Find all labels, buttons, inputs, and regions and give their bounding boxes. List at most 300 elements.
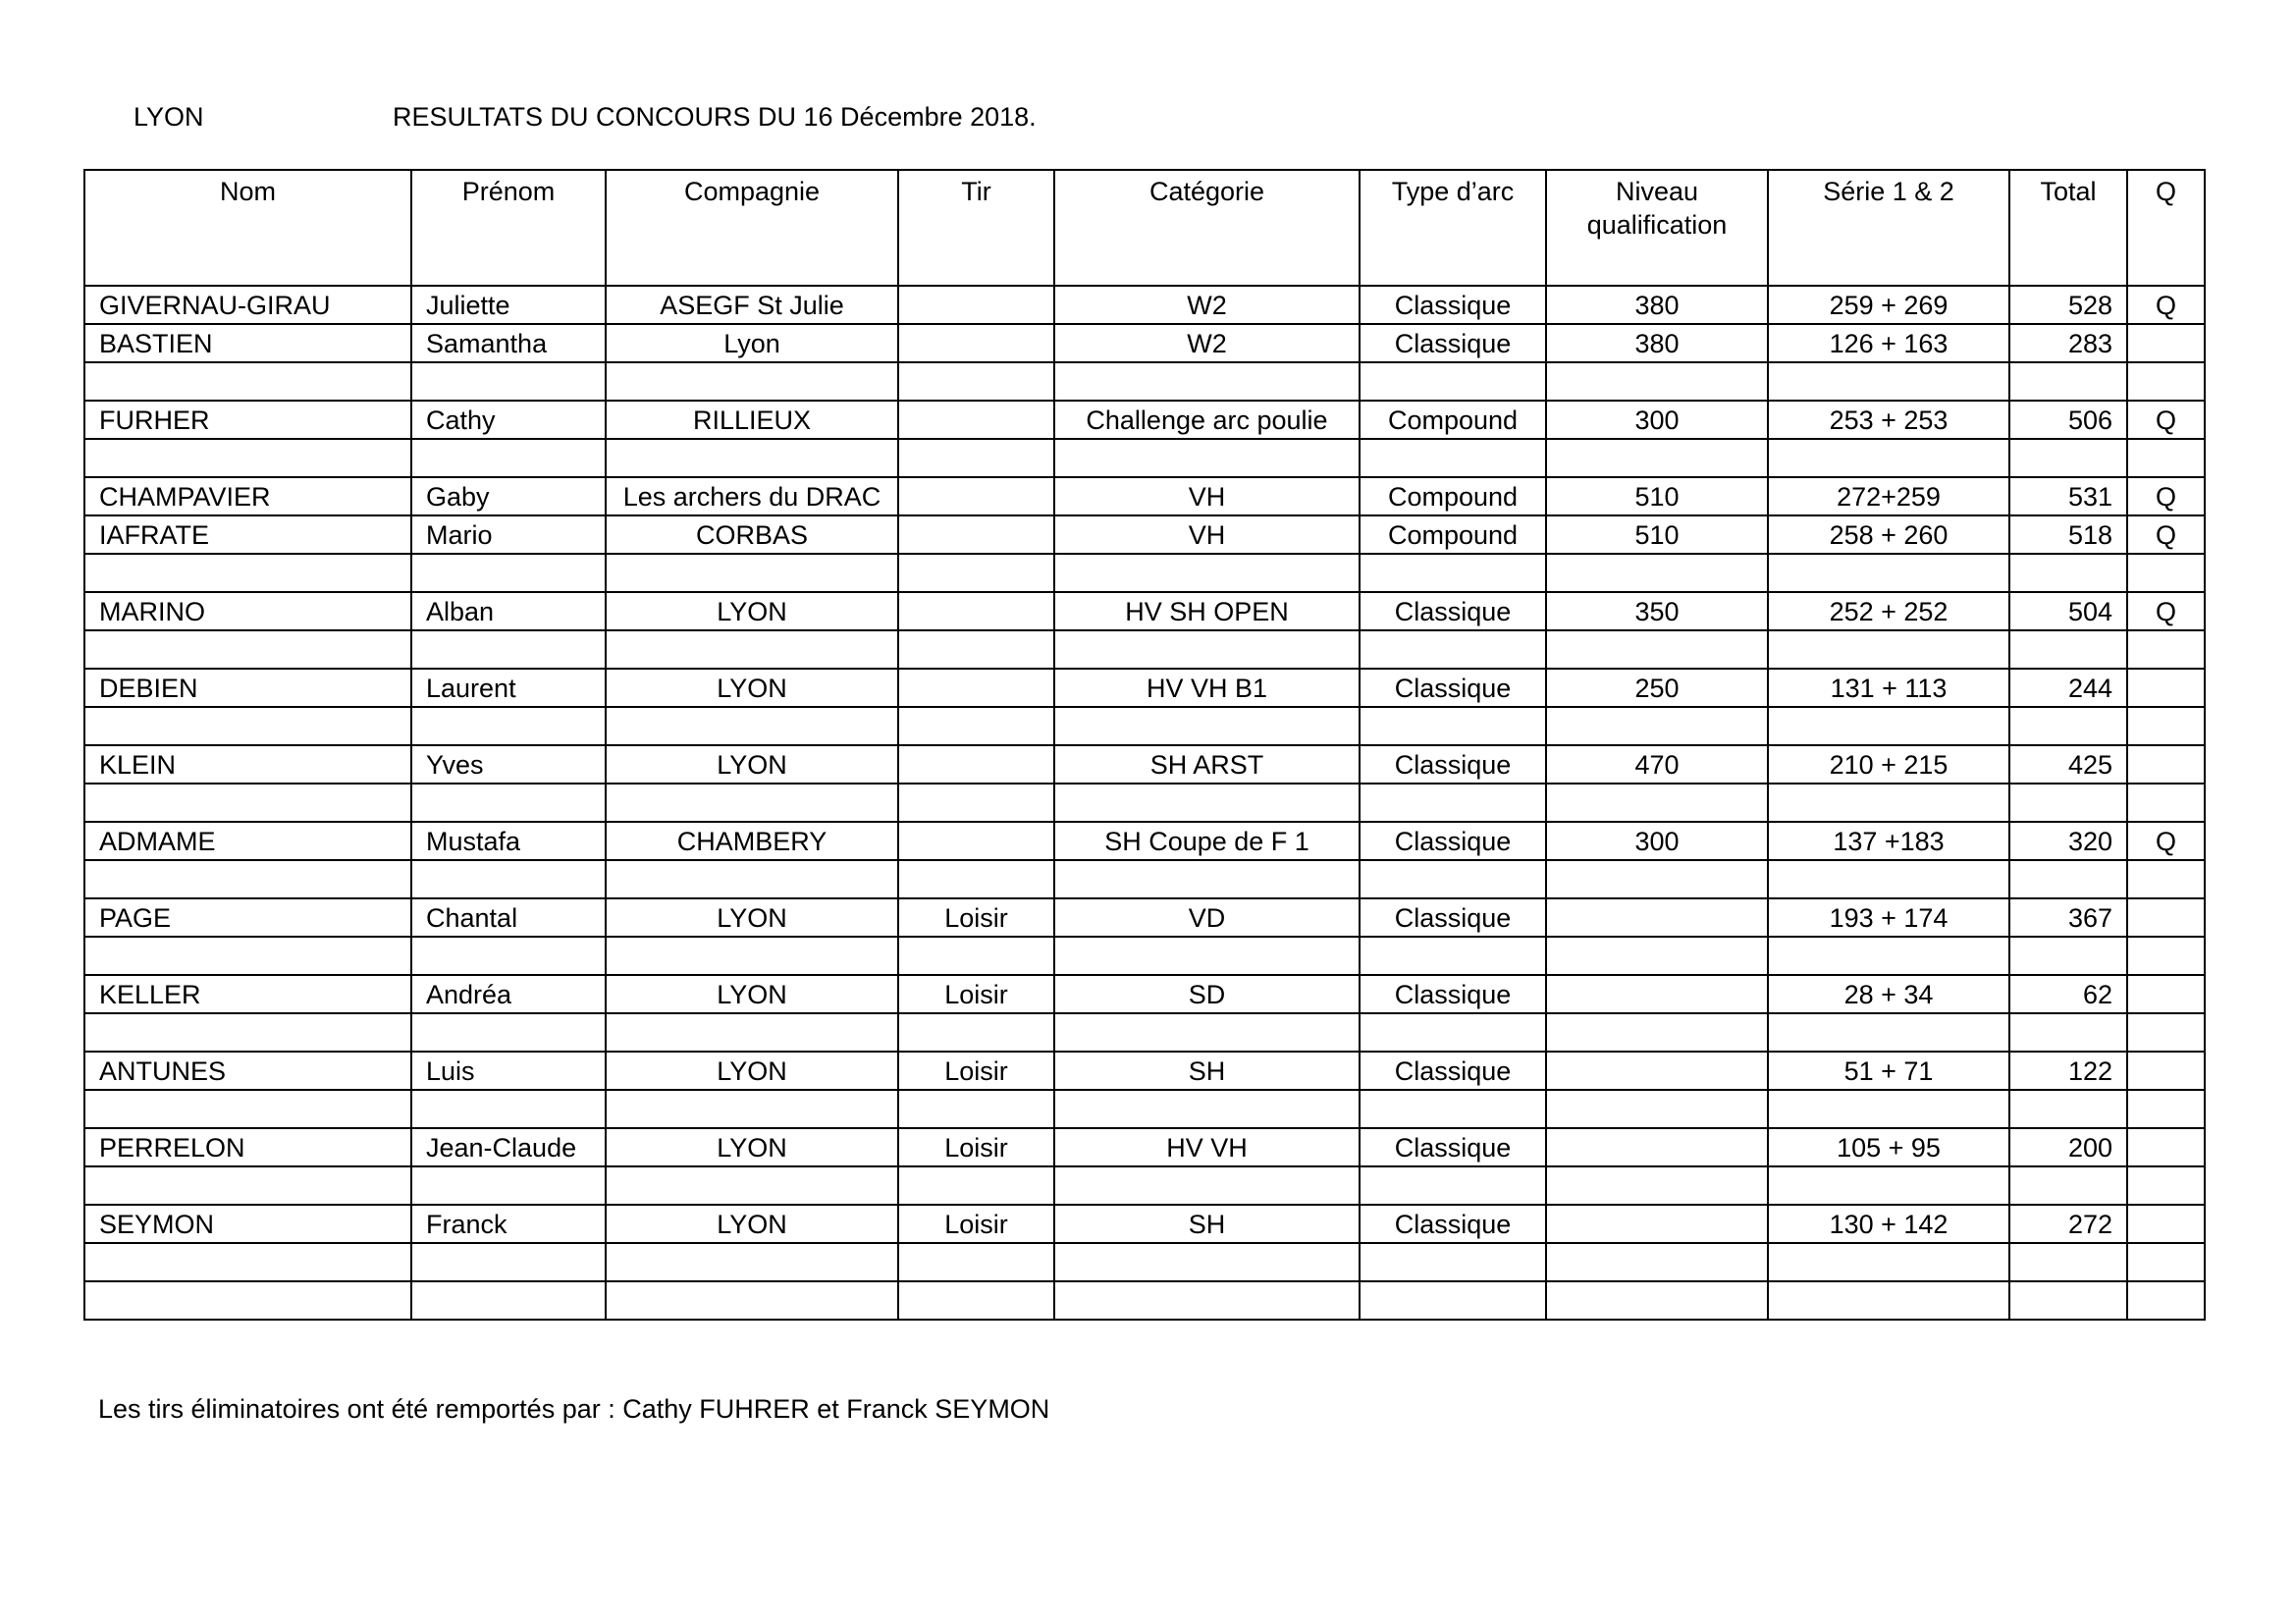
cell-q xyxy=(2127,1090,2205,1128)
cell-categorie: SH Coupe de F 1 xyxy=(1054,822,1360,860)
cell-prenom xyxy=(411,860,606,898)
cell-tir xyxy=(898,515,1054,554)
cell-prenom: Alban xyxy=(411,592,606,630)
cell-serie: 126 + 163 xyxy=(1768,324,2009,362)
cell-compagnie xyxy=(606,707,898,745)
cell-type-arc: Classique xyxy=(1360,822,1546,860)
cell-categorie: VH xyxy=(1054,515,1360,554)
cell-serie: 258 + 260 xyxy=(1768,515,2009,554)
table-row xyxy=(84,860,2205,898)
cell-nom xyxy=(84,860,411,898)
table-row xyxy=(84,1128,2205,1166)
cell-tir xyxy=(898,592,1054,630)
table-row xyxy=(84,439,2205,477)
column-header-total: Total xyxy=(2009,170,2127,286)
cell-niveau: 510 xyxy=(1546,477,1768,515)
table-row xyxy=(84,745,2205,784)
column-header-prenom: Prénom xyxy=(411,170,606,286)
table-row xyxy=(84,937,2205,975)
table-body xyxy=(84,286,2205,1320)
cell-serie xyxy=(1768,707,2009,745)
cell-categorie xyxy=(1054,860,1360,898)
cell-compagnie xyxy=(606,860,898,898)
cell-niveau xyxy=(1546,860,1768,898)
cell-prenom xyxy=(411,1013,606,1052)
table-row xyxy=(84,1052,2205,1090)
cell-niveau: 300 xyxy=(1546,401,1768,439)
cell-nom: IAFRATE xyxy=(84,515,411,554)
cell-compagnie xyxy=(606,937,898,975)
cell-type-arc xyxy=(1360,1166,1546,1205)
cell-type-arc: Classique xyxy=(1360,975,1546,1013)
table-row xyxy=(84,669,2205,707)
cell-type-arc: Classique xyxy=(1360,898,1546,937)
cell-compagnie xyxy=(606,1090,898,1128)
cell-total: 367 xyxy=(2009,898,2127,937)
cell-tir xyxy=(898,669,1054,707)
cell-compagnie xyxy=(606,362,898,401)
cell-compagnie xyxy=(606,630,898,669)
cell-serie: 51 + 71 xyxy=(1768,1052,2009,1090)
cell-compagnie xyxy=(606,1013,898,1052)
cell-categorie xyxy=(1054,784,1360,822)
cell-type-arc xyxy=(1360,1090,1546,1128)
cell-prenom: Jean-Claude xyxy=(411,1128,606,1166)
cell-total: 200 xyxy=(2009,1128,2127,1166)
cell-compagnie: Les archers du DRAC xyxy=(606,477,898,515)
document-title: RESULTATS DU CONCOURS DU 16 Décembre 2018. xyxy=(393,102,1037,132)
cell-type-arc xyxy=(1360,630,1546,669)
cell-categorie xyxy=(1054,1243,1360,1281)
cell-compagnie: Lyon xyxy=(606,324,898,362)
cell-prenom: Luis xyxy=(411,1052,606,1090)
cell-tir xyxy=(898,784,1054,822)
cell-total: 504 xyxy=(2009,592,2127,630)
cell-total: 425 xyxy=(2009,745,2127,784)
cell-type-arc: Classique xyxy=(1360,669,1546,707)
cell-niveau xyxy=(1546,630,1768,669)
cell-compagnie xyxy=(606,784,898,822)
cell-categorie: Challenge arc poulie xyxy=(1054,401,1360,439)
cell-total xyxy=(2009,937,2127,975)
cell-q: Q xyxy=(2127,286,2205,324)
cell-tir xyxy=(898,324,1054,362)
cell-tir: Loisir xyxy=(898,898,1054,937)
cell-tir xyxy=(898,1281,1054,1320)
cell-type-arc xyxy=(1360,554,1546,592)
cell-prenom: Laurent xyxy=(411,669,606,707)
cell-compagnie xyxy=(606,1166,898,1205)
cell-tir: Loisir xyxy=(898,1205,1054,1243)
cell-q: Q xyxy=(2127,592,2205,630)
cell-serie: 130 + 142 xyxy=(1768,1205,2009,1243)
cell-prenom xyxy=(411,707,606,745)
table-row xyxy=(84,822,2205,860)
cell-nom: CHAMPAVIER xyxy=(84,477,411,515)
cell-tir: Loisir xyxy=(898,975,1054,1013)
cell-categorie: VH xyxy=(1054,477,1360,515)
cell-categorie: HV VH xyxy=(1054,1128,1360,1166)
cell-total xyxy=(2009,439,2127,477)
results-table xyxy=(83,169,2206,1321)
cell-categorie xyxy=(1054,554,1360,592)
cell-total: 62 xyxy=(2009,975,2127,1013)
cell-type-arc: Classique xyxy=(1360,592,1546,630)
cell-type-arc: Compound xyxy=(1360,477,1546,515)
table-row xyxy=(84,515,2205,554)
cell-niveau xyxy=(1546,784,1768,822)
cell-niveau: 470 xyxy=(1546,745,1768,784)
cell-nom: ADMAME xyxy=(84,822,411,860)
cell-serie: 253 + 253 xyxy=(1768,401,2009,439)
table-row xyxy=(84,324,2205,362)
cell-tir xyxy=(898,1243,1054,1281)
cell-prenom: Yves xyxy=(411,745,606,784)
table-row xyxy=(84,1205,2205,1243)
cell-categorie xyxy=(1054,707,1360,745)
cell-tir xyxy=(898,1166,1054,1205)
cell-nom xyxy=(84,1090,411,1128)
cell-categorie: W2 xyxy=(1054,324,1360,362)
cell-niveau xyxy=(1546,937,1768,975)
cell-total xyxy=(2009,1013,2127,1052)
cell-categorie: W2 xyxy=(1054,286,1360,324)
cell-nom: MARINO xyxy=(84,592,411,630)
cell-categorie xyxy=(1054,1013,1360,1052)
cell-serie xyxy=(1768,554,2009,592)
table-row xyxy=(84,707,2205,745)
cell-categorie xyxy=(1054,937,1360,975)
cell-q xyxy=(2127,1166,2205,1205)
cell-q xyxy=(2127,362,2205,401)
cell-categorie xyxy=(1054,1090,1360,1128)
cell-compagnie: LYON xyxy=(606,1128,898,1166)
cell-niveau: 250 xyxy=(1546,669,1768,707)
cell-q xyxy=(2127,937,2205,975)
cell-compagnie: LYON xyxy=(606,975,898,1013)
cell-prenom xyxy=(411,784,606,822)
cell-q xyxy=(2127,975,2205,1013)
cell-niveau xyxy=(1546,362,1768,401)
cell-nom: BASTIEN xyxy=(84,324,411,362)
cell-nom: ANTUNES xyxy=(84,1052,411,1090)
cell-prenom: Chantal xyxy=(411,898,606,937)
cell-tir xyxy=(898,1090,1054,1128)
cell-compagnie: LYON xyxy=(606,1052,898,1090)
cell-q xyxy=(2127,1052,2205,1090)
cell-serie: 131 + 113 xyxy=(1768,669,2009,707)
cell-categorie xyxy=(1054,439,1360,477)
column-header-tir: Tir xyxy=(898,170,1054,286)
cell-type-arc: Compound xyxy=(1360,515,1546,554)
cell-tir xyxy=(898,477,1054,515)
cell-categorie xyxy=(1054,630,1360,669)
cell-compagnie: LYON xyxy=(606,745,898,784)
cell-prenom xyxy=(411,362,606,401)
cell-q xyxy=(2127,439,2205,477)
cell-compagnie xyxy=(606,439,898,477)
cell-tir xyxy=(898,707,1054,745)
cell-niveau: 380 xyxy=(1546,324,1768,362)
cell-q xyxy=(2127,1205,2205,1243)
cell-tir xyxy=(898,822,1054,860)
cell-total xyxy=(2009,860,2127,898)
cell-type-arc: Classique xyxy=(1360,1205,1546,1243)
cell-nom: GIVERNAU-GIRAU xyxy=(84,286,411,324)
cell-tir xyxy=(898,1013,1054,1052)
table-row xyxy=(84,1281,2205,1320)
cell-type-arc: Classique xyxy=(1360,1052,1546,1090)
cell-type-arc xyxy=(1360,1013,1546,1052)
cell-tir xyxy=(898,745,1054,784)
table-row xyxy=(84,477,2205,515)
cell-q xyxy=(2127,1281,2205,1320)
cell-q xyxy=(2127,1128,2205,1166)
cell-compagnie: CORBAS xyxy=(606,515,898,554)
cell-nom xyxy=(84,1166,411,1205)
cell-compagnie: ASEGF St Julie xyxy=(606,286,898,324)
cell-nom: KLEIN xyxy=(84,745,411,784)
cell-serie: 137 +183 xyxy=(1768,822,2009,860)
cell-type-arc xyxy=(1360,1243,1546,1281)
cell-prenom xyxy=(411,1243,606,1281)
header-city: LYON xyxy=(133,102,204,132)
cell-prenom: Juliette xyxy=(411,286,606,324)
cell-q: Q xyxy=(2127,401,2205,439)
column-header-niveau: Niveau qualification xyxy=(1546,170,1768,286)
cell-q: Q xyxy=(2127,477,2205,515)
cell-compagnie: LYON xyxy=(606,898,898,937)
cell-type-arc xyxy=(1360,860,1546,898)
column-header-compagnie: Compagnie xyxy=(606,170,898,286)
cell-niveau xyxy=(1546,975,1768,1013)
cell-q: Q xyxy=(2127,822,2205,860)
cell-type-arc xyxy=(1360,937,1546,975)
cell-total: 531 xyxy=(2009,477,2127,515)
cell-q xyxy=(2127,324,2205,362)
cell-niveau xyxy=(1546,898,1768,937)
cell-serie xyxy=(1768,937,2009,975)
cell-niveau: 380 xyxy=(1546,286,1768,324)
cell-categorie: SH xyxy=(1054,1052,1360,1090)
column-header-nom: Nom xyxy=(84,170,411,286)
cell-tir xyxy=(898,362,1054,401)
column-header-q: Q xyxy=(2127,170,2205,286)
cell-serie xyxy=(1768,1166,2009,1205)
cell-serie: 252 + 252 xyxy=(1768,592,2009,630)
footer-note: Les tirs éliminatoires ont été remportés par : Cathy FUHRER et Franck SEYMON xyxy=(98,1394,1050,1424)
cell-total xyxy=(2009,1281,2127,1320)
cell-tir: Loisir xyxy=(898,1052,1054,1090)
cell-niveau xyxy=(1546,1090,1768,1128)
cell-total: 244 xyxy=(2009,669,2127,707)
cell-total xyxy=(2009,784,2127,822)
cell-total: 320 xyxy=(2009,822,2127,860)
cell-serie: 28 + 34 xyxy=(1768,975,2009,1013)
cell-nom xyxy=(84,1281,411,1320)
cell-nom: FURHER xyxy=(84,401,411,439)
cell-prenom: Franck xyxy=(411,1205,606,1243)
cell-prenom: Samantha xyxy=(411,324,606,362)
cell-prenom: Andréa xyxy=(411,975,606,1013)
cell-q xyxy=(2127,707,2205,745)
cell-prenom: Gaby xyxy=(411,477,606,515)
cell-serie xyxy=(1768,784,2009,822)
cell-nom xyxy=(84,362,411,401)
cell-q: Q xyxy=(2127,515,2205,554)
cell-categorie xyxy=(1054,362,1360,401)
cell-niveau: 300 xyxy=(1546,822,1768,860)
cell-categorie: SH ARST xyxy=(1054,745,1360,784)
cell-prenom: Mustafa xyxy=(411,822,606,860)
cell-tir: Loisir xyxy=(898,1128,1054,1166)
cell-q xyxy=(2127,630,2205,669)
cell-total xyxy=(2009,1166,2127,1205)
cell-total xyxy=(2009,362,2127,401)
cell-categorie: HV SH OPEN xyxy=(1054,592,1360,630)
cell-compagnie: RILLIEUX xyxy=(606,401,898,439)
cell-nom xyxy=(84,784,411,822)
cell-nom xyxy=(84,937,411,975)
cell-q xyxy=(2127,784,2205,822)
table-row xyxy=(84,401,2205,439)
cell-q xyxy=(2127,898,2205,937)
cell-serie: 105 + 95 xyxy=(1768,1128,2009,1166)
cell-total xyxy=(2009,1090,2127,1128)
cell-nom xyxy=(84,439,411,477)
cell-serie xyxy=(1768,362,2009,401)
cell-niveau xyxy=(1546,439,1768,477)
cell-prenom xyxy=(411,554,606,592)
cell-nom xyxy=(84,1243,411,1281)
cell-nom xyxy=(84,1013,411,1052)
column-header-serie: Série 1 & 2 xyxy=(1768,170,2009,286)
column-header-type-arc: Type d’arc xyxy=(1360,170,1546,286)
cell-tir xyxy=(898,860,1054,898)
cell-niveau xyxy=(1546,1166,1768,1205)
cell-type-arc: Classique xyxy=(1360,324,1546,362)
cell-total: 518 xyxy=(2009,515,2127,554)
table-row xyxy=(84,554,2205,592)
cell-nom: KELLER xyxy=(84,975,411,1013)
cell-categorie: HV VH B1 xyxy=(1054,669,1360,707)
cell-type-arc xyxy=(1360,362,1546,401)
cell-niveau xyxy=(1546,1128,1768,1166)
cell-type-arc xyxy=(1360,1281,1546,1320)
cell-nom: PAGE xyxy=(84,898,411,937)
cell-total: 283 xyxy=(2009,324,2127,362)
cell-type-arc xyxy=(1360,784,1546,822)
cell-serie: 210 + 215 xyxy=(1768,745,2009,784)
cell-categorie: SH xyxy=(1054,1205,1360,1243)
cell-niveau xyxy=(1546,554,1768,592)
cell-categorie xyxy=(1054,1281,1360,1320)
table-row xyxy=(84,898,2205,937)
cell-type-arc xyxy=(1360,707,1546,745)
cell-tir xyxy=(898,937,1054,975)
cell-categorie: VD xyxy=(1054,898,1360,937)
cell-categorie xyxy=(1054,1166,1360,1205)
cell-compagnie xyxy=(606,554,898,592)
cell-serie xyxy=(1768,1013,2009,1052)
cell-niveau xyxy=(1546,1243,1768,1281)
cell-serie xyxy=(1768,630,2009,669)
cell-q xyxy=(2127,745,2205,784)
cell-prenom xyxy=(411,439,606,477)
cell-total: 272 xyxy=(2009,1205,2127,1243)
table-header-row xyxy=(84,170,2205,286)
cell-niveau xyxy=(1546,1281,1768,1320)
cell-nom xyxy=(84,630,411,669)
cell-nom: PERRELON xyxy=(84,1128,411,1166)
cell-categorie: SD xyxy=(1054,975,1360,1013)
cell-tir xyxy=(898,554,1054,592)
cell-serie xyxy=(1768,1281,2009,1320)
cell-tir xyxy=(898,401,1054,439)
cell-serie xyxy=(1768,1243,2009,1281)
cell-type-arc: Classique xyxy=(1360,1128,1546,1166)
cell-tir xyxy=(898,439,1054,477)
cell-serie xyxy=(1768,439,2009,477)
cell-type-arc: Compound xyxy=(1360,401,1546,439)
cell-prenom: Cathy xyxy=(411,401,606,439)
cell-q xyxy=(2127,554,2205,592)
table-row xyxy=(84,1243,2205,1281)
cell-niveau xyxy=(1546,1052,1768,1090)
cell-compagnie: LYON xyxy=(606,669,898,707)
cell-prenom: Mario xyxy=(411,515,606,554)
cell-tir xyxy=(898,286,1054,324)
table-row xyxy=(84,362,2205,401)
cell-q xyxy=(2127,1243,2205,1281)
cell-niveau xyxy=(1546,1013,1768,1052)
cell-type-arc: Classique xyxy=(1360,745,1546,784)
cell-prenom xyxy=(411,1090,606,1128)
cell-q xyxy=(2127,860,2205,898)
table-row xyxy=(84,1013,2205,1052)
cell-type-arc: Classique xyxy=(1360,286,1546,324)
cell-prenom xyxy=(411,1281,606,1320)
cell-prenom xyxy=(411,937,606,975)
cell-compagnie: LYON xyxy=(606,1205,898,1243)
cell-prenom xyxy=(411,1166,606,1205)
cell-nom: SEYMON xyxy=(84,1205,411,1243)
table-row xyxy=(84,1090,2205,1128)
cell-niveau xyxy=(1546,707,1768,745)
table-row xyxy=(84,1166,2205,1205)
cell-serie: 193 + 174 xyxy=(1768,898,2009,937)
cell-niveau xyxy=(1546,1205,1768,1243)
table-row xyxy=(84,630,2205,669)
cell-q xyxy=(2127,669,2205,707)
cell-tir xyxy=(898,630,1054,669)
table-row xyxy=(84,975,2205,1013)
cell-compagnie xyxy=(606,1281,898,1320)
cell-nom: DEBIEN xyxy=(84,669,411,707)
cell-compagnie: CHAMBERY xyxy=(606,822,898,860)
cell-nom xyxy=(84,554,411,592)
column-header-categorie: Catégorie xyxy=(1054,170,1360,286)
cell-serie: 259 + 269 xyxy=(1768,286,2009,324)
cell-total xyxy=(2009,707,2127,745)
table-row xyxy=(84,784,2205,822)
cell-total xyxy=(2009,1243,2127,1281)
cell-nom xyxy=(84,707,411,745)
cell-type-arc xyxy=(1360,439,1546,477)
cell-serie xyxy=(1768,860,2009,898)
cell-total xyxy=(2009,554,2127,592)
table-row xyxy=(84,286,2205,324)
